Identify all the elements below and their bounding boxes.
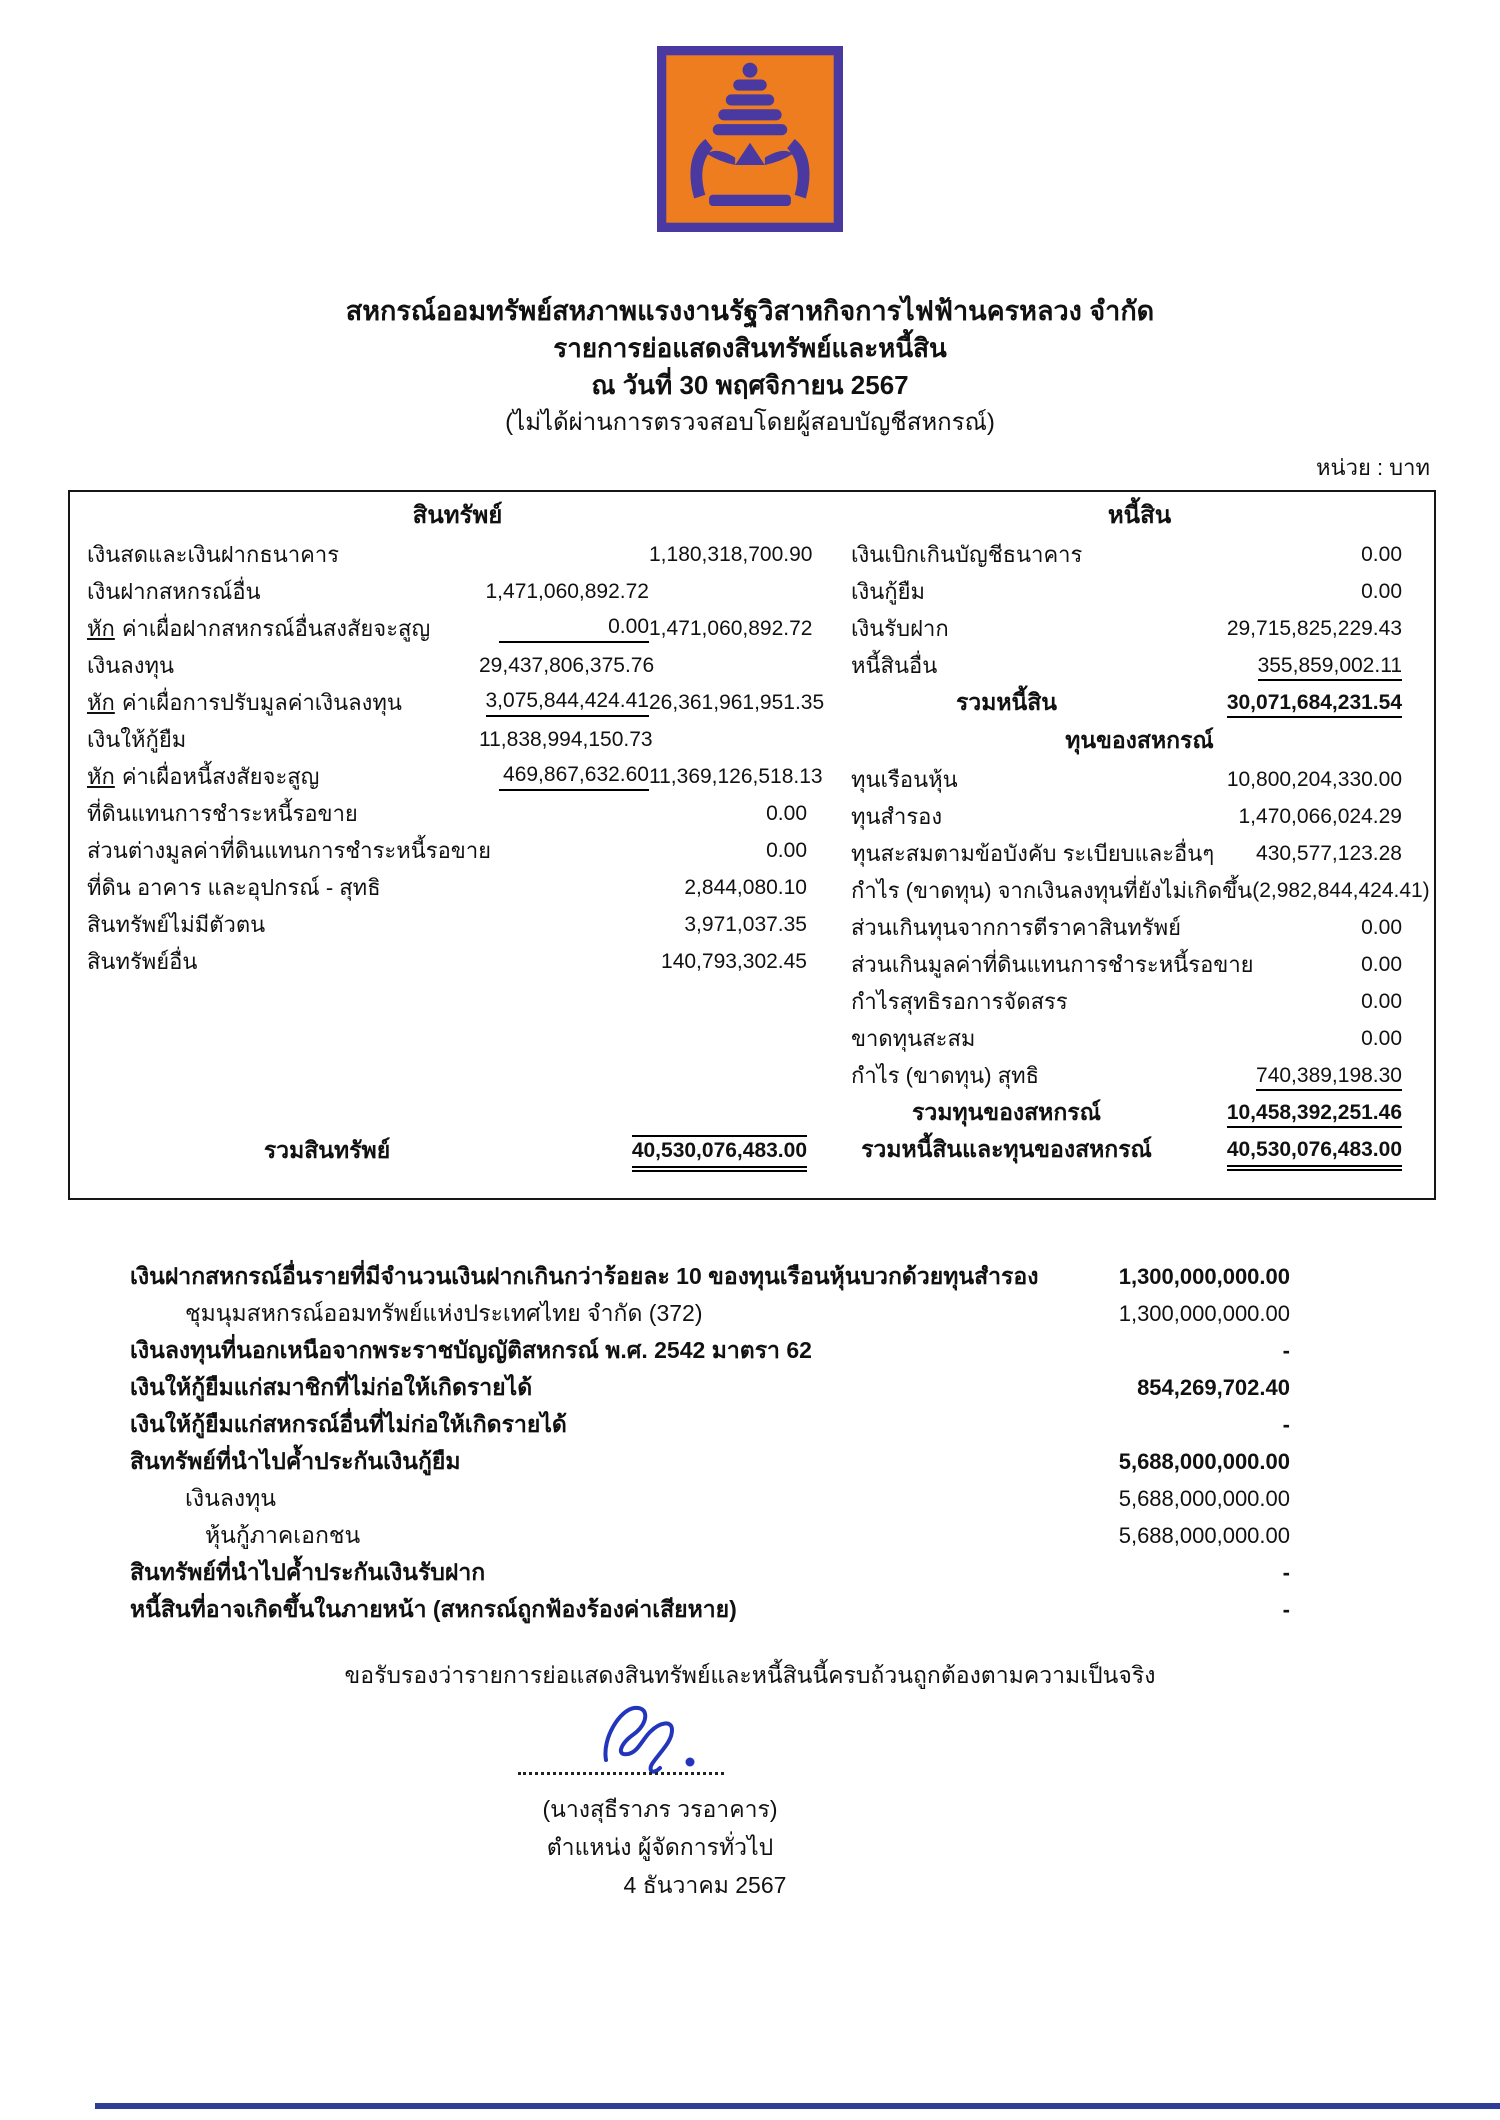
notes-section [130, 1258, 1290, 1628]
asset-amount-col2: 0.00 [766, 801, 807, 825]
asset-label [87, 685, 479, 720]
equity-label: ส่วนเกินมูลค่าที่ดินแทนการชำระหนี้รอขาย [851, 952, 1254, 977]
grand-total-value [1162, 1138, 1402, 1162]
asset-label: ที่ดินแทนการชำระหนี้รอขาย [87, 801, 358, 826]
note-value: 5,688,000,000.00 [1118, 1448, 1290, 1474]
equity-label: กำไร (ขาดทุน) สุทธิ [851, 1063, 1040, 1088]
equity-amount [1162, 1064, 1402, 1088]
equity-amount: 430,577,123.28 [1256, 841, 1402, 865]
asset-row [70, 943, 845, 980]
equity-label: กำไรสุทธิรอการจัดสรร [851, 989, 1068, 1014]
note-row [130, 1443, 1290, 1480]
signatory-position: ตำแหน่ง ผู้จัดการทั่วไป [546, 1834, 774, 1860]
equity-label: กำไร (ขาดทุน) จากเงินลงทุนที่ยังไม่เกิดขึ้น [851, 878, 1253, 903]
equity-row [845, 798, 1434, 835]
liability-row [845, 536, 1434, 573]
equity-amount: 0.00 [1361, 989, 1402, 1013]
deduction-prefix: หัก [87, 616, 115, 641]
underlined-amount: 740,389,198.30 [1256, 1064, 1402, 1091]
note-value: - [1282, 1596, 1290, 1622]
equity-row [845, 909, 1434, 946]
equity-label: ทุนสำรอง [851, 804, 943, 829]
asset-amount-col2: 1,471,060,892.72 [649, 616, 813, 640]
asset-row [70, 536, 845, 573]
equity-amount: 0.00 [1361, 915, 1402, 939]
note-row [130, 1332, 1290, 1369]
liability-amount: 0.00 [1361, 579, 1402, 603]
asset-amount-col2: 2,844,080.10 [684, 875, 807, 899]
equity-total-value [1162, 1101, 1402, 1125]
unit-label: หน่วย : บาท [1316, 455, 1430, 480]
note-value: - [1282, 1411, 1290, 1437]
equity-total-amount: 10,458,392,251.46 [1227, 1099, 1402, 1128]
equity-row [845, 835, 1434, 872]
equity-label: ทุนเรือนหุ้น [851, 767, 958, 792]
asset-label-text: ค่าเผื่อฝากสหกรณ์อื่นสงสัยจะสูญ [121, 616, 431, 641]
equity-label: ขาดทุนสะสม [851, 1026, 976, 1051]
asset-amount-col1 [479, 615, 649, 643]
equity-row [845, 946, 1434, 983]
asset-label: สินทรัพย์อื่น [87, 949, 198, 974]
asset-label: สินทรัพย์ไม่มีตัวตน [87, 912, 266, 937]
equity-row [845, 983, 1434, 1020]
asset-label [87, 611, 479, 646]
equity-label: ส่วนเกินทุนจากการตีราคาสินทรัพย์ [851, 915, 1181, 940]
asset-amount-col1: 29,437,806,375.76 [479, 653, 655, 677]
asset-row [70, 573, 845, 610]
note-label: สินทรัพย์ที่นำไปค้ำประกันเงินรับฝาก [130, 1558, 486, 1585]
certification-text: ขอรับรองว่ารายการย่อแสดงสินทรัพย์และหนี้สินนี้ครบถ้วนถูกต้องตามความเป็นจริง [344, 1662, 1156, 1688]
note-value: - [1282, 1559, 1290, 1585]
statement-table [68, 490, 1436, 1200]
asset-label: ที่ดิน อาคาร และอุปกรณ์ - สุทธิ [87, 875, 381, 900]
assets-total-amount: 40,530,076,483.00 [632, 1135, 807, 1172]
asset-amount-col1: 1,471,060,892.72 [485, 579, 649, 603]
liabilities-section [845, 492, 1434, 1198]
asset-row [70, 869, 845, 906]
note-label: เงินฝากสหกรณ์อื่นรายที่มีจำนวนเงินฝากเกินกว่าร้อยละ 10 ของทุนเรือนหุ้นบวกด้วยทุนสำรอง [130, 1262, 1039, 1289]
equity-row [845, 872, 1434, 909]
equity-amount: 0.00 [1361, 1026, 1402, 1050]
asset-amount-col2: 3,971,037.35 [684, 912, 807, 936]
report-header [0, 293, 1500, 441]
grand-total-row [845, 1131, 1434, 1168]
asset-amount-col2: 26,361,961,951.35 [649, 690, 825, 714]
note-value: 5,688,000,000.00 [1118, 1485, 1290, 1511]
equity-title: ทุนของสหกรณ์ [1065, 727, 1214, 753]
assets-total-row [70, 1132, 845, 1169]
note-row [130, 1369, 1290, 1406]
liability-label: เงินกู้ยืม [851, 579, 926, 604]
assets-section [70, 492, 845, 1198]
asset-label [87, 759, 479, 794]
liabilities-total-label: รวมหนี้สิน [955, 688, 1058, 715]
note-row [130, 1554, 1290, 1591]
asset-row [70, 610, 845, 647]
note-value: 5,688,000,000.00 [1118, 1522, 1290, 1548]
as-of-date: ณ วันที่ 30 พฤศจิกายน 2567 [591, 370, 909, 400]
coop-logo-icon [657, 46, 843, 232]
deduction-prefix: หัก [87, 764, 115, 789]
underlined-amount: 469,867,632.60 [499, 763, 649, 791]
asset-label: เงินลงทุน [87, 653, 175, 678]
liabilities-total-amount: 30,071,684,231.54 [1227, 689, 1402, 718]
underlined-amount: 355,859,002.11 [1258, 654, 1402, 681]
asset-label: เงินฝากสหกรณ์อื่น [87, 579, 261, 604]
asset-label: เงินให้กู้ยืม [87, 727, 187, 752]
asset-amount-col2: 140,793,302.45 [661, 949, 807, 973]
asset-row [70, 721, 845, 758]
liability-label: เงินรับฝาก [851, 616, 949, 641]
asset-label-text: ค่าเผื่อหนี้สงสัยจะสูญ [121, 764, 320, 789]
liability-row [845, 610, 1434, 647]
equity-row [845, 1020, 1434, 1057]
asset-row [70, 795, 845, 832]
liability-amount [1162, 654, 1402, 678]
note-row [130, 1295, 1290, 1332]
liabilities-total-row [845, 684, 1434, 721]
note-label: หนี้สินที่อาจเกิดขึ้นในภายหน้า (สหกรณ์ถูกฟ้องร้องค่าเสียหาย) [130, 1595, 737, 1622]
grand-total-amount: 40,530,076,483.00 [1227, 1136, 1402, 1171]
note-row [130, 1258, 1290, 1295]
asset-amount-col2: 0.00 [766, 838, 807, 862]
liability-row [845, 647, 1434, 684]
assets-total-value [567, 1139, 807, 1163]
grand-total-label: รวมหนี้สินและทุนของสหกรณ์ [861, 1135, 1152, 1162]
note-label: ชุมนุมสหกรณ์ออมทรัพย์แห่งประเทศไทย จำกัด (372) [185, 1299, 703, 1326]
note-value: - [1282, 1337, 1290, 1363]
note-value: 854,269,702.40 [1137, 1374, 1290, 1400]
note-value: 1,300,000,000.00 [1118, 1300, 1290, 1326]
asset-row [70, 832, 845, 869]
signature-line [518, 1750, 724, 1775]
liability-label: หนี้สินอื่น [851, 653, 938, 678]
asset-row [70, 684, 845, 721]
note-label: เงินให้กู้ยืมแก่สหกรณ์อื่นที่ไม่ก่อให้เกิดรายได้ [130, 1410, 567, 1437]
equity-amount: (2,982,844,424.41) [1252, 878, 1430, 902]
liability-amount: 29,715,825,229.43 [1226, 616, 1402, 640]
assets-title: สินทรัพย์ [412, 501, 503, 529]
org-name: สหกรณ์ออมทรัพย์สหภาพแรงงานรัฐวิสาหกิจการไฟฟ้านครหลวง จำกัด [345, 296, 1155, 326]
scan-artifact-line [95, 2103, 1500, 2109]
note-label: เงินให้กู้ยืมแก่สมาชิกที่ไม่ก่อให้เกิดรายได้ [130, 1373, 533, 1400]
signature-date: 4 ธันวาคม 2567 [623, 1872, 787, 1898]
asset-row [70, 758, 845, 795]
underlined-amount: 0.00 [499, 615, 649, 643]
report-title: รายการย่อแสดงสินทรัพย์และหนี้สิน [553, 333, 947, 363]
note-row [130, 1517, 1290, 1554]
equity-label: ทุนสะสมตามข้อบังคับ ระเบียบและอื่นๆ [851, 841, 1215, 866]
asset-label: ส่วนต่างมูลค่าที่ดินแทนการชำระหนี้รอขาย [87, 838, 492, 863]
equity-total-row [845, 1094, 1434, 1131]
equity-amount: 1,470,066,024.29 [1238, 804, 1402, 828]
note-row [130, 1406, 1290, 1443]
asset-label: เงินสดและเงินฝากธนาคาร [87, 542, 340, 567]
asset-row [70, 906, 845, 943]
equity-total-label: รวมทุนของสหกรณ์ [912, 1098, 1101, 1125]
equity-row [845, 761, 1434, 798]
asset-amount-col2: 11,369,126,518.13 [649, 764, 823, 788]
note-row [130, 1480, 1290, 1517]
note-label: สินทรัพย์ที่นำไปค้ำประกันเงินกู้ยืม [130, 1447, 461, 1474]
note-value: 1,300,000,000.00 [1118, 1263, 1290, 1289]
note-row [130, 1591, 1290, 1628]
asset-amount-col1: 11,838,994,150.73 [479, 727, 653, 751]
equity-amount: 10,800,204,330.00 [1226, 767, 1402, 791]
liability-amount: 0.00 [1361, 542, 1402, 566]
equity-amount: 0.00 [1361, 952, 1402, 976]
note-label: เงินลงทุน [185, 1484, 277, 1511]
equity-row [845, 1057, 1434, 1094]
liabilities-total-value [1162, 691, 1402, 715]
asset-label-text: ค่าเผื่อการปรับมูลค่าเงินลงทุน [121, 690, 402, 715]
signatory-name: (นางสุธีราภร วรอาคาร) [542, 1796, 778, 1822]
assets-total-label: รวมสินทรัพย์ [263, 1136, 391, 1163]
note-label: เงินลงทุนที่นอกเหนือจากพระราชบัญญัติสหกรณ์ พ.ศ. 2542 มาตรา 62 [130, 1336, 812, 1363]
asset-row [70, 647, 845, 684]
deduction-prefix: หัก [87, 690, 115, 715]
asset-amount-col1 [479, 763, 649, 791]
liabilities-title: หนี้สิน [1107, 501, 1172, 529]
note-label: หุ้นกู้ภาคเอกชน [205, 1521, 361, 1548]
liability-row [845, 573, 1434, 610]
asset-amount-col1 [479, 689, 649, 717]
underlined-amount: 3,075,844,424.41 [486, 689, 650, 717]
audit-note: (ไม่ได้ผ่านการตรวจสอบโดยผู้สอบบัญชีสหกรณ์) [505, 409, 995, 436]
liability-label: เงินเบิกเกินบัญชีธนาคาร [851, 542, 1083, 567]
asset-amount-col2: 1,180,318,700.90 [649, 542, 813, 566]
